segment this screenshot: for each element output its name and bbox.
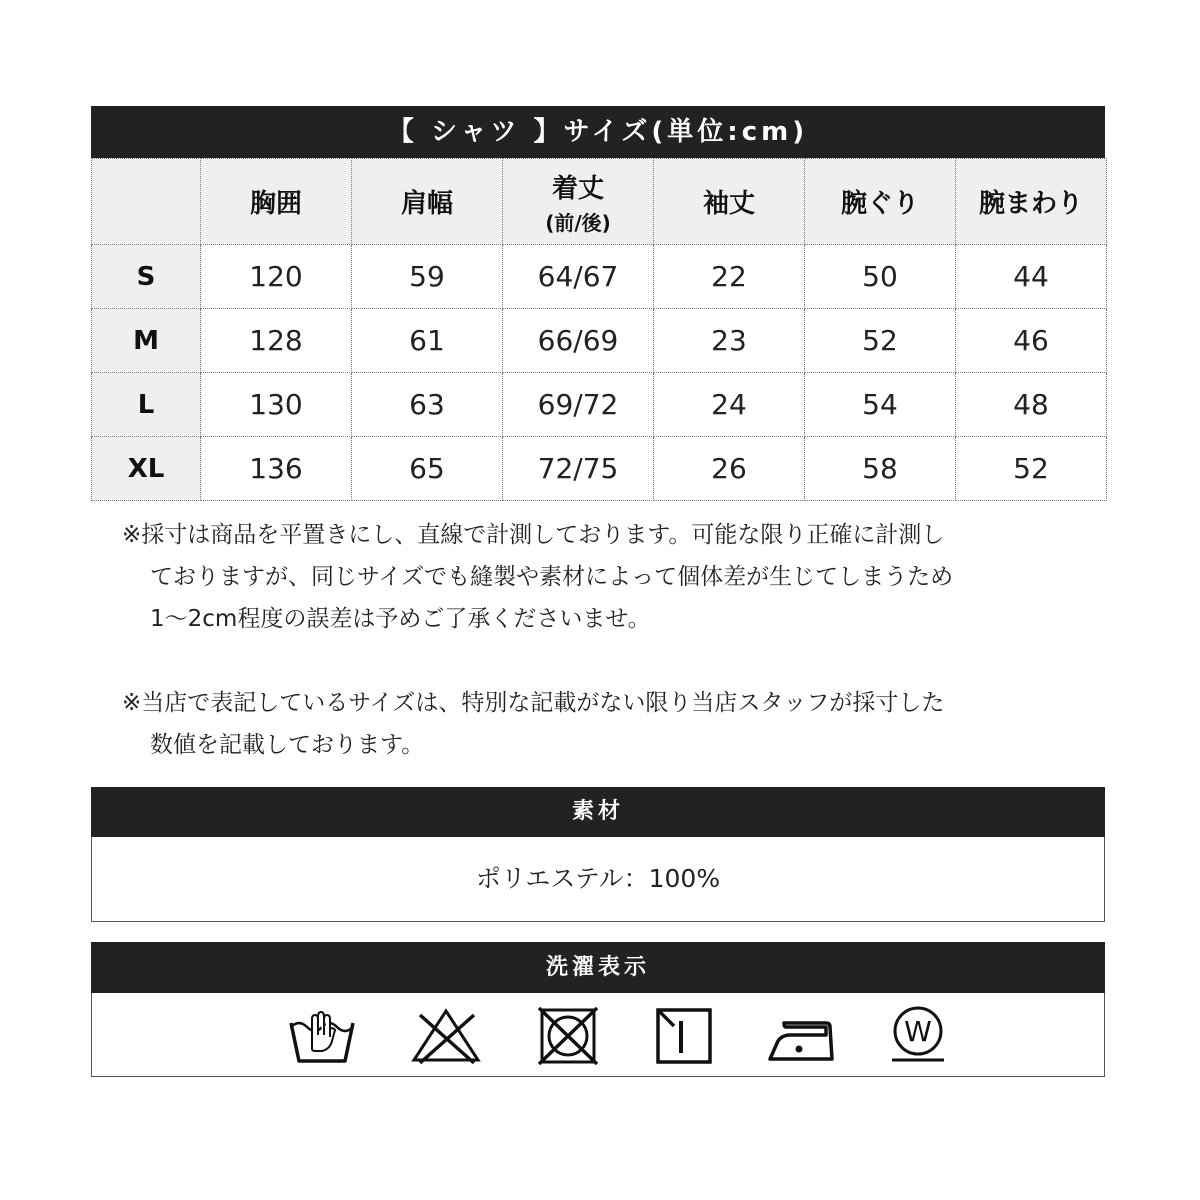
table-cell: 52 [805,309,956,373]
table-cell: 136 [201,437,352,501]
table-cell: 22 [654,245,805,309]
col-header-chest: 胸囲 [201,159,352,245]
col-header-arm-circ: 腕まわり [956,159,1107,245]
material-title: 素材 [91,787,1105,837]
table-cell: 64/67 [503,245,654,309]
corner-cell [92,159,201,245]
table-cell: 59 [352,245,503,309]
table-row [92,309,1107,373]
hand-wash-icon [288,1005,356,1065]
table-cell: 24 [654,373,805,437]
care-symbols [91,993,1105,1077]
row-header-size: L [92,373,201,437]
table-cell: 69/72 [503,373,654,437]
row-header-size: M [92,309,201,373]
size-source-note [122,682,944,766]
table-cell: 128 [201,309,352,373]
table-cell: 63 [352,373,503,437]
table-cell: 66/69 [503,309,654,373]
measurement-note [122,514,953,640]
table-cell: 58 [805,437,956,501]
row-header-size: XL [92,437,201,501]
table-cell: 65 [352,437,503,501]
material-value: ポリエステル：100% [91,837,1105,922]
table-cell: 50 [805,245,956,309]
table-cell: 52 [956,437,1107,501]
table-cell: 130 [201,373,352,437]
wet-clean-letter: W [904,1015,932,1048]
table-row [92,373,1107,437]
care-title: 洗濯表示 [91,942,1105,993]
col-header-length-sub: (前/後) [545,210,611,235]
no-tumble-dry-icon [536,1005,600,1065]
note-line: ておりますが、同じサイズでも縫製や素材によって個体差が生じてしまうため [150,564,954,590]
table-cell: 61 [352,309,503,373]
col-header-shoulder: 肩幅 [352,159,503,245]
size-table-header-row [92,159,1107,245]
table-cell: 72/75 [503,437,654,501]
note-line: 数値を記載しております。 [150,732,425,758]
table-cell: 46 [956,309,1107,373]
low-iron-icon [766,1005,838,1065]
size-table-title: 【 シャツ 】サイズ(単位:cm) [91,106,1105,158]
table-cell: 54 [805,373,956,437]
no-bleach-icon [410,1005,482,1065]
table-cell: 44 [956,245,1107,309]
col-header-armhole: 腕ぐり [805,159,956,245]
size-table [91,158,1107,501]
table-row [92,437,1107,501]
table-cell: 26 [654,437,805,501]
wet-clean-icon [888,1005,948,1065]
table-cell: 120 [201,245,352,309]
table-row [92,245,1107,309]
line-dry-shade-icon [654,1005,714,1065]
note-line: ※採寸は商品を平置きにし、直線で計測しております。可能な限り正確に計測し [122,522,945,548]
note-line: ※当店で表記しているサイズは、特別な記載がない限り当店スタッフが採寸した [122,690,945,716]
table-cell: 23 [654,309,805,373]
col-header-length: 着丈 (前/後) [503,159,654,245]
note-line: 1～2cm程度の誤差は予めご了承くださいませ。 [150,606,651,632]
table-cell: 48 [956,373,1107,437]
row-header-size: S [92,245,201,309]
col-header-sleeve: 袖丈 [654,159,805,245]
